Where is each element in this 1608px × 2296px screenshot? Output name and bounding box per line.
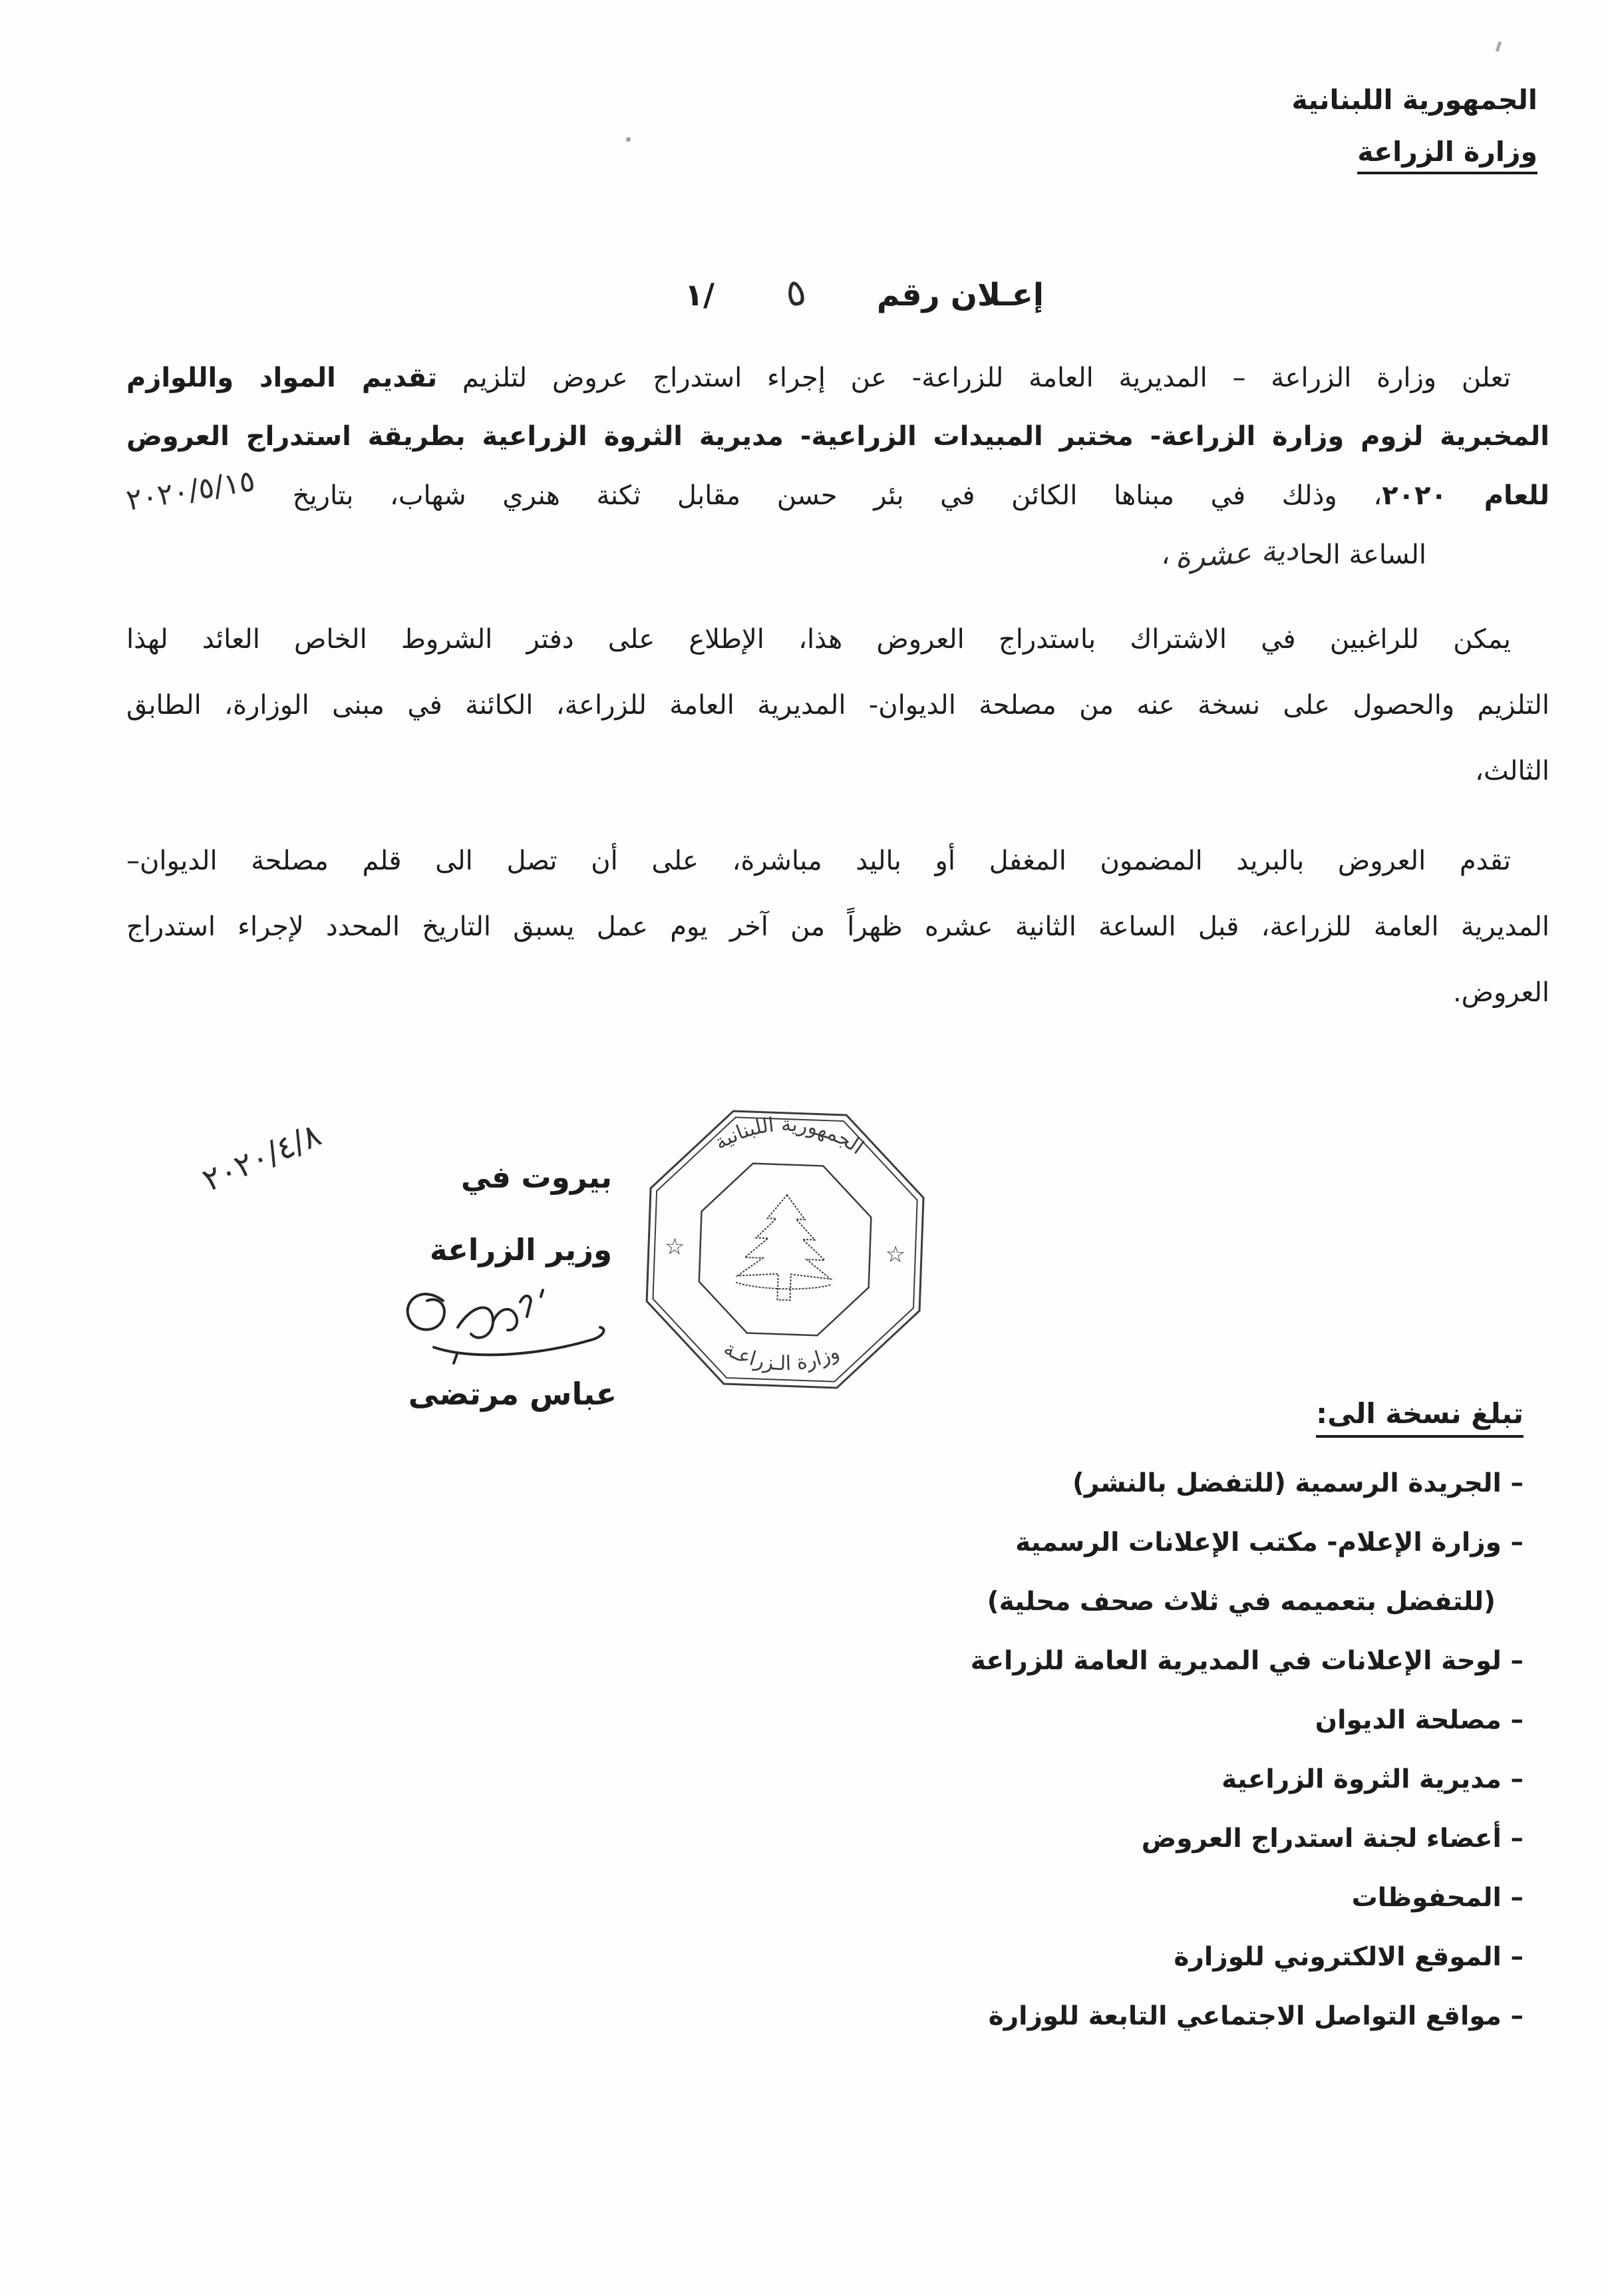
stamp-bottom-text-wrap [719, 1337, 844, 1378]
scan-speck [626, 137, 631, 142]
item-text: الجريدة الرسمية (للتفضل بالنشر) [1072, 1468, 1502, 1498]
star-icon: ☆ [884, 1241, 906, 1269]
item-dash: – [1510, 1824, 1524, 1854]
paragraph-line [126, 532, 1549, 575]
item-text: المحفوظات [1351, 1883, 1502, 1913]
paragraph-line: تقدم العروض بالبريد المضمون المغفل أو باليد مباشرة، على أن تصل الى قلم مصلحة الديوان– [126, 846, 1511, 876]
minister-signature-scribble [393, 1274, 625, 1377]
letterhead [1292, 84, 1537, 174]
item-text: مصلحة الديوان [1315, 1705, 1502, 1735]
star-icon: ☆ [664, 1233, 686, 1261]
distribution-item [971, 1705, 1524, 1735]
signature-svg [393, 1274, 625, 1374]
item-dash: – [1510, 1646, 1524, 1676]
item-dash: – [1510, 2001, 1524, 2031]
stamp-inner-octagon [697, 1162, 873, 1337]
distribution-item [971, 1824, 1524, 1854]
announcement-title-row [685, 271, 1044, 315]
item-text: الموقع الالكتروني للوزارة [1174, 1942, 1502, 1972]
republic-title: الجمهورية اللبنانية [1291, 84, 1537, 116]
distribution-item [971, 1942, 1524, 1972]
distribution-item [971, 1646, 1524, 1676]
text-segment: الساعة الحا [1299, 540, 1426, 570]
paragraph-line: العروض. [1452, 977, 1549, 1008]
stamp-top-text: الجمهورية اللبنانية [711, 1112, 868, 1160]
paragraph-line: التلزيم والحصول على نسخة عنه من مصلحة الديوان- المديرية العامة للزراعة، الكائنة في مبنى الوزارة، الطابق [126, 690, 1549, 721]
item-text: مواقع التواصل الاجتماعي التابعة للوزارة [988, 2001, 1502, 2031]
item-dash: – [1510, 1764, 1524, 1794]
item-text: وزارة الإعلام- مكتب الإعلانات الرسمية [1015, 1528, 1502, 1558]
distribution-item [971, 1764, 1524, 1794]
cedar-tree-icon [736, 1194, 833, 1302]
ministry-stamp [627, 1091, 943, 1410]
paragraph-line: الثالث، [1475, 756, 1549, 786]
distribution-item [971, 2001, 1524, 2031]
paragraph-announcement [126, 361, 1549, 596]
scan-speck [1496, 41, 1502, 53]
item-dash: – [1510, 1883, 1524, 1913]
item-dash: – [1510, 1705, 1524, 1735]
paragraph-submission [126, 844, 1549, 1041]
stamp-top-text-wrap [710, 1110, 869, 1160]
stamp-bottom-text: وزارة الـزراعـة [719, 1337, 843, 1376]
distribution-heading: تبلغ نسخة الى: [1316, 1397, 1524, 1438]
stamp-outer-octagon [644, 1108, 926, 1391]
item-dash: – [1510, 1942, 1524, 1972]
stamp-outer-octagon-inner-line [650, 1114, 919, 1384]
handwritten-signature-date: ٢٠٢٠/٤/٨ [197, 1116, 327, 1200]
stamp-svg [627, 1091, 943, 1408]
text-segment: تعلن وزارة الزراعة – المديرية العامة للزراعة- عن إجراء استدراج عروض لتلزيم [437, 363, 1511, 393]
text-segment-bold: للعام ٢٠٢٠ [1382, 480, 1549, 511]
item-text: لوحة الإعلانات في المديرية العامة للزراعة [970, 1646, 1502, 1676]
ministry-title-wrap [1292, 136, 1537, 174]
distribution-item [971, 1528, 1524, 1558]
announcement-number-suffix: ١/ [685, 277, 715, 313]
distribution-list [971, 1397, 1524, 2060]
item-text: (للتفضل بتعميمه في ثلاث صحف محلية) [987, 1587, 1496, 1617]
distribution-item-continuation [971, 1587, 1524, 1617]
text-segment-bold: تقديم المواد واللوازم [126, 363, 438, 393]
distribution-item [971, 1468, 1524, 1498]
item-dash: – [1510, 1468, 1524, 1498]
handwritten-date: ٢٠٢٠/٥/١٥ [124, 464, 257, 518]
ministry-title: وزارة الزراعة [1357, 136, 1537, 174]
announcement-title: إعـلان رقم [876, 277, 1044, 313]
paragraph-terms [126, 622, 1549, 820]
text-segment: ، وذلك في مبناها الكائن في بئر حسن مقابل ثكنة هنري شهاب، بتاريخ [256, 480, 1382, 511]
comma-mark: ، [1161, 540, 1170, 570]
minister-title: وزير الزراعة [429, 1232, 612, 1267]
item-text: مديرية الثروة الزراعية [1221, 1764, 1502, 1794]
cedar-base-line [736, 1281, 832, 1290]
item-text: أعضاء لجنة استدراج العروض [1141, 1824, 1502, 1854]
paragraph-line: المديرية العامة للزراعة، قبل الساعة الثانية عشره ظهراً من آخر يوم عمل يسبق التاريخ المحدد لإجراء استدراج [126, 911, 1549, 942]
paragraph-line: يمكن للراغبين في الاشتراك باستدراج العروض هذا، الإطلاع على دفتر الشروط الخاص العائد لهذا [126, 624, 1511, 655]
minister-name: عباس مرتضى [408, 1376, 617, 1412]
paragraph-line [126, 361, 1549, 395]
item-dash: – [1510, 1528, 1524, 1558]
paragraph-line: المخبرية لزوم وزارة الزراعة- مختبر المبيدات الزراعية- مديرية الثروة الزراعية بطريقة استدراج العروض [126, 421, 1549, 452]
announcement-number-handwritten: ٥ [781, 269, 810, 317]
paragraph-line [124, 464, 1549, 518]
distribution-item [971, 1883, 1524, 1913]
signature-place-label: بيروت في [460, 1160, 612, 1195]
distribution-heading-wrap [971, 1397, 1524, 1438]
handwritten-hour: دية عشرة [1174, 532, 1304, 575]
